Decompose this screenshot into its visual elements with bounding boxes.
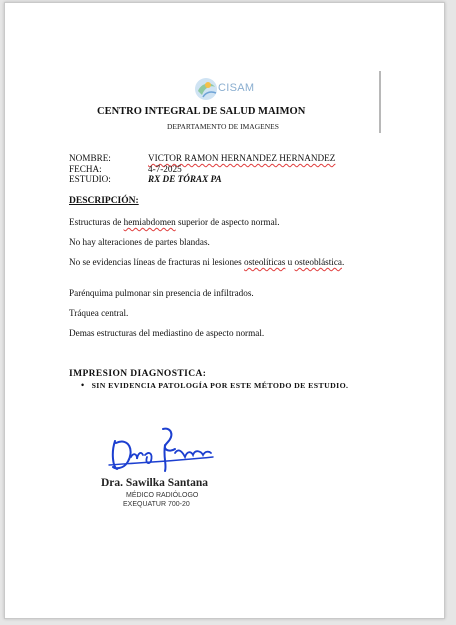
description-line: Tráquea central. xyxy=(69,308,129,318)
impression-bullet xyxy=(81,380,348,390)
description-line: No hay alteraciones de partes blandas. xyxy=(69,237,210,247)
text-run: osteolíticas xyxy=(244,257,286,267)
date-value: 4-7-2025 xyxy=(148,163,182,174)
text-run: u xyxy=(285,257,295,267)
department-name: DEPARTAMENTO DE IMAGENES xyxy=(167,122,279,131)
cisam-logo xyxy=(193,75,265,103)
handwritten-signature xyxy=(105,423,215,479)
text-run: superior de aspecto normal. xyxy=(175,217,280,227)
study-row xyxy=(69,174,335,185)
name-value: VICTOR RAMON HERNANDEZ HERNANDEZ xyxy=(148,153,336,163)
text-run: No se evidencias líneas de fracturas ni lesiones xyxy=(69,257,245,267)
bullet-dot-icon: • xyxy=(81,380,85,390)
name-row xyxy=(69,153,335,164)
signer-exequatur: EXEQUATUR 700-20 xyxy=(123,501,190,508)
text-run: Estructuras de xyxy=(69,217,124,227)
text-run: . xyxy=(342,257,345,267)
signer-name: Dra. Sawilka Santana xyxy=(101,477,209,489)
patient-fields xyxy=(69,153,335,185)
description-line xyxy=(69,257,359,268)
description-title: DESCRIPCIÓN: xyxy=(69,196,139,206)
text-run: hemiabdomen xyxy=(123,217,176,227)
header-divider xyxy=(379,71,381,133)
description-line xyxy=(69,217,280,228)
signer-title: MÉDICO RADIÓLOGO xyxy=(126,492,199,499)
document-page xyxy=(4,2,445,619)
study-label: ESTUDIO: xyxy=(69,174,111,184)
impression-title: IMPRESION DIAGNOSTICA: xyxy=(69,369,207,379)
institution-name: CENTRO INTEGRAL DE SALUD MAIMON xyxy=(97,106,306,117)
cisam-logo-icon xyxy=(193,75,221,103)
text-run: osteoblástica xyxy=(294,257,343,267)
logo-text: CISAM xyxy=(218,82,255,94)
impression-text: SIN EVIDENCIA PATOLOGÍA POR ESTE MÉTODO DE ESTUDIO. xyxy=(91,381,349,390)
date-row xyxy=(69,164,335,175)
description-line: Demas estructuras del mediastino de aspecto normal. xyxy=(69,328,265,338)
study-value: RX DE TÓRAX PA xyxy=(148,174,222,184)
name-label: NOMBRE: xyxy=(69,153,111,163)
description-line: Parénquima pulmonar sin presencia de infiltrados. xyxy=(69,288,254,298)
date-label: FECHA: xyxy=(69,163,102,174)
